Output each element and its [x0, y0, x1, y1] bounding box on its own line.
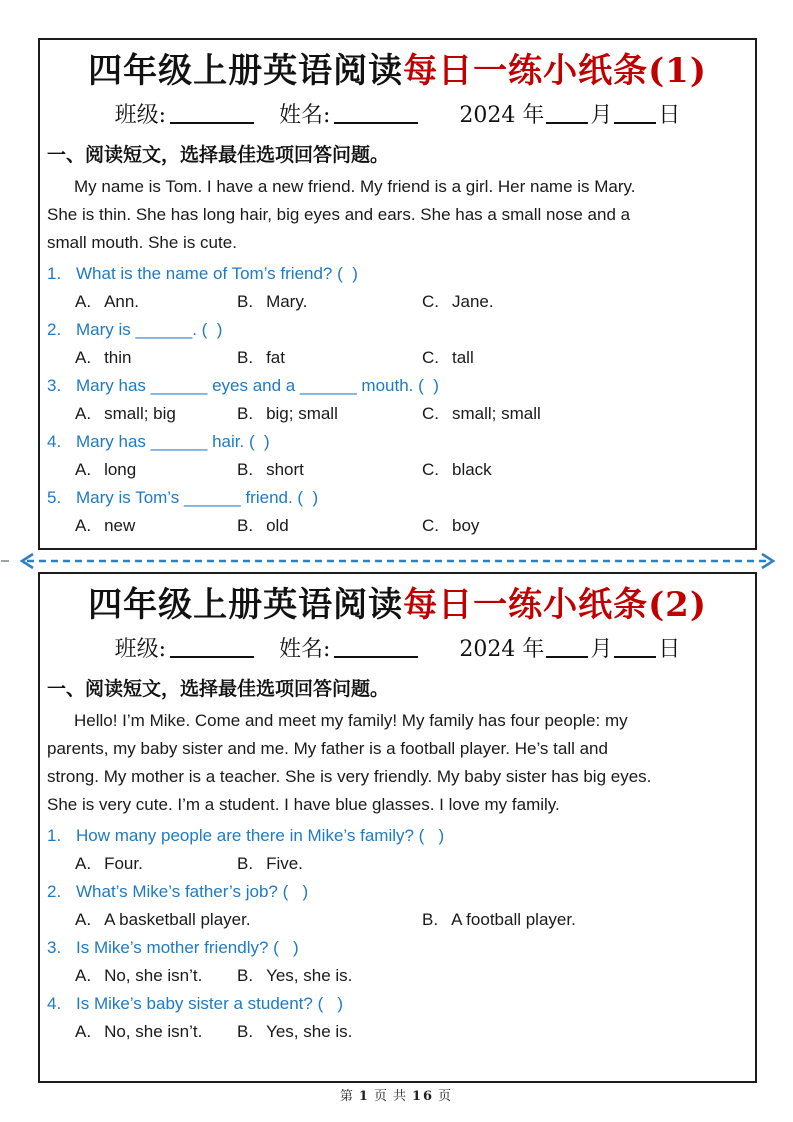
option-c	[422, 344, 474, 372]
option-text: A football player.	[451, 910, 576, 929]
class-label: 班级:	[114, 103, 166, 128]
questions-block	[40, 822, 755, 1046]
option-b	[237, 456, 304, 484]
question-1	[40, 822, 755, 850]
question-number: 3.	[47, 938, 62, 957]
option-text: fat	[266, 348, 285, 367]
slip-title	[40, 582, 755, 628]
footer-total-pages: 16	[411, 1089, 435, 1104]
option-letter: B.	[237, 966, 254, 985]
question-number: 1.	[47, 264, 62, 283]
page-divider	[0, 551, 793, 571]
option-text: long	[104, 460, 137, 479]
option-letter: B.	[237, 516, 254, 535]
question-number: 5.	[47, 488, 62, 507]
question-number: 2.	[47, 320, 62, 339]
option-letter: C.	[422, 516, 439, 535]
slip-title-red: 每日一练小纸条(1)	[403, 51, 707, 91]
question-3	[40, 934, 755, 962]
option-letter: A.	[75, 516, 92, 535]
option-a	[75, 456, 136, 484]
option-a	[75, 1018, 202, 1046]
option-letter: B.	[237, 854, 254, 873]
option-text: black	[452, 460, 492, 479]
option-letter: A.	[75, 1022, 92, 1041]
worksheet-slip-1	[38, 38, 757, 550]
option-b	[422, 906, 576, 934]
question-2	[40, 316, 755, 344]
option-b	[237, 1018, 352, 1046]
option-c	[422, 456, 492, 484]
slip-title-black: 四年级上册英语阅读	[88, 51, 404, 91]
question-number: 1.	[47, 826, 62, 845]
name-label: 姓名:	[278, 103, 331, 128]
option-text: A basketball player.	[104, 910, 251, 929]
options-row	[40, 400, 755, 428]
passage-line: parents, my baby sister and me. My father is a football player. He’s tall and	[47, 739, 608, 758]
options-row	[40, 456, 755, 484]
option-b	[237, 850, 303, 878]
option-text: small; big	[104, 404, 176, 423]
class-label: 班级:	[114, 637, 166, 662]
name-blank	[334, 122, 418, 124]
option-text: small; small	[452, 404, 541, 423]
option-a	[75, 906, 251, 934]
option-letter: B.	[237, 404, 254, 423]
option-letter: A.	[75, 910, 92, 929]
option-text: Yes, she is.	[266, 1022, 353, 1041]
option-b	[237, 344, 285, 372]
day-blank	[614, 122, 656, 124]
option-b	[237, 962, 352, 990]
option-letter: A.	[75, 292, 92, 311]
option-c	[422, 512, 479, 540]
option-text: boy	[452, 516, 480, 535]
question-text: Is Mike’s baby sister a student? ( )	[76, 994, 344, 1013]
class-blank	[170, 656, 254, 658]
question-number: 4.	[47, 994, 62, 1013]
question-3	[40, 372, 755, 400]
passage-line: My name is Tom. I have a new friend. My friend is a girl. Her name is Mary.	[74, 177, 636, 196]
question-text: How many people are there in Mike’s family? ( )	[76, 826, 445, 845]
option-c	[422, 288, 494, 316]
reading-passage	[40, 173, 755, 257]
question-5	[40, 484, 755, 512]
footer-pages-label: 页	[373, 1089, 389, 1104]
day-label: 日	[658, 103, 681, 128]
footer-prefix: 第	[339, 1089, 355, 1104]
option-b	[237, 512, 289, 540]
option-text: short	[266, 460, 304, 479]
option-a	[75, 344, 131, 372]
page-footer	[0, 1085, 793, 1104]
footer-page-number: 1	[358, 1089, 370, 1104]
option-text: new	[104, 516, 136, 535]
option-letter: A.	[75, 966, 92, 985]
options-row	[40, 962, 755, 990]
day-label: 日	[658, 637, 681, 662]
option-letter: B.	[237, 292, 254, 311]
options-row	[40, 906, 755, 934]
worksheet-slip-2	[38, 572, 757, 1083]
question-text: Mary has ______ eyes and a ______ mouth. ( )	[76, 376, 439, 395]
name-label: 姓名:	[278, 637, 331, 662]
section-instruction: 一、阅读短文，选择最佳选项回答问题。	[47, 678, 390, 700]
slip-title	[40, 48, 755, 94]
option-text: Four.	[104, 854, 143, 873]
month-blank	[546, 656, 588, 658]
question-text: What is the name of Tom’s friend? ( )	[76, 264, 358, 283]
slip-title-black: 四年级上册英语阅读	[88, 585, 404, 625]
year-label: 2024 年	[459, 637, 545, 662]
option-a	[75, 400, 176, 428]
month-label: 月	[590, 637, 613, 662]
option-c	[422, 400, 541, 428]
passage-line: small mouth. She is cute.	[47, 233, 237, 252]
options-row	[40, 344, 755, 372]
question-4	[40, 990, 755, 1018]
question-2	[40, 878, 755, 906]
question-4	[40, 428, 755, 456]
question-number: 3.	[47, 376, 62, 395]
month-blank	[546, 122, 588, 124]
option-letter: B.	[237, 1022, 254, 1041]
header-fields	[40, 97, 755, 135]
option-letter: A.	[75, 854, 92, 873]
passage-line: Hello! I’m Mike. Come and meet my family! My family has four people: my	[74, 711, 628, 730]
year-label: 2024 年	[459, 103, 545, 128]
reading-passage	[40, 707, 755, 819]
slip-title-red: 每日一练小纸条(2)	[403, 585, 707, 625]
option-text: tall	[452, 348, 474, 367]
option-a	[75, 512, 135, 540]
option-letter: C.	[422, 460, 439, 479]
day-blank	[614, 656, 656, 658]
option-letter: C.	[422, 404, 439, 423]
option-letter: A.	[75, 404, 92, 423]
option-text: old	[266, 516, 289, 535]
dashed-double-arrow-icon	[0, 551, 793, 571]
options-row	[40, 288, 755, 316]
question-number: 4.	[47, 432, 62, 451]
footer-of-label: 共	[392, 1089, 408, 1104]
option-letter: C.	[422, 348, 439, 367]
option-text: Ann.	[104, 292, 140, 311]
options-row	[40, 1018, 755, 1046]
class-blank	[170, 122, 254, 124]
passage-line: She is thin. She has long hair, big eyes and ears. She has a small nose and a	[47, 205, 631, 224]
option-a	[75, 850, 143, 878]
questions-block	[40, 260, 755, 540]
question-text: Is Mike’s mother friendly? ( )	[76, 938, 299, 957]
option-text: Mary.	[266, 292, 308, 311]
passage-line: strong. My mother is a teacher. She is very friendly. My baby sister has big eyes.	[47, 767, 652, 786]
passage-line: She is very cute. I’m a student. I have blue glasses. I love my family.	[47, 795, 560, 814]
option-text: Jane.	[452, 292, 494, 311]
options-row	[40, 850, 755, 878]
option-letter: C.	[422, 292, 439, 311]
question-text: Mary is Tom’s ______ friend. ( )	[76, 488, 319, 507]
option-letter: B.	[237, 348, 254, 367]
option-letter: B.	[237, 460, 254, 479]
option-text: big; small	[266, 404, 338, 423]
option-letter: B.	[422, 910, 439, 929]
option-letter: A.	[75, 460, 92, 479]
question-text: Mary is ______. ( )	[76, 320, 223, 339]
header-fields	[40, 631, 755, 669]
option-letter: A.	[75, 348, 92, 367]
option-text: thin	[104, 348, 132, 367]
option-b	[237, 400, 338, 428]
option-text: Five.	[266, 854, 303, 873]
options-row	[40, 512, 755, 540]
option-a	[75, 962, 202, 990]
question-1	[40, 260, 755, 288]
question-text: Mary has ______ hair. ( )	[76, 432, 270, 451]
option-text: No, she isn’t.	[104, 966, 203, 985]
section-instruction: 一、阅读短文，选择最佳选项回答问题。	[47, 144, 390, 166]
option-b	[237, 288, 307, 316]
footer-suffix: 页	[438, 1089, 454, 1104]
option-text: Yes, she is.	[266, 966, 353, 985]
name-blank	[334, 656, 418, 658]
question-number: 2.	[47, 882, 62, 901]
month-label: 月	[590, 103, 613, 128]
option-a	[75, 288, 139, 316]
question-text: What’s Mike’s father’s job? ( )	[76, 882, 309, 901]
option-text: No, she isn’t.	[104, 1022, 203, 1041]
